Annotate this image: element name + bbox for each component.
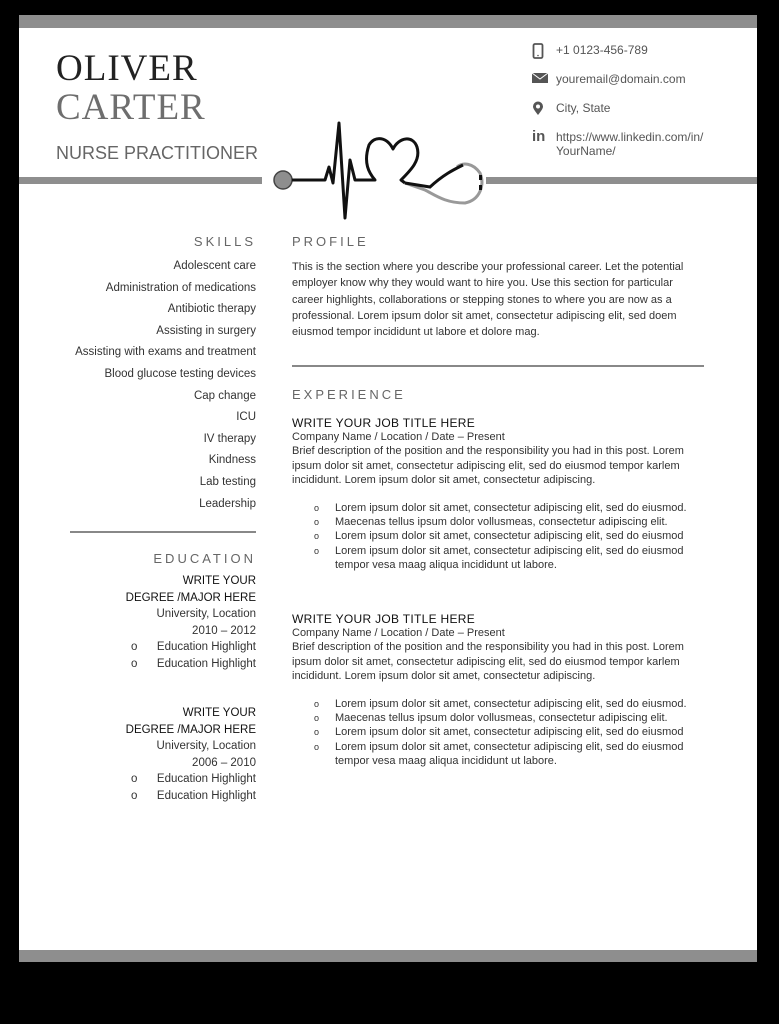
skills-list <box>59 256 256 515</box>
years: 2010 – 2012 <box>192 624 256 637</box>
job-company: Company Name / Location / Date – Present <box>292 627 505 640</box>
education-list <box>59 573 256 804</box>
job-description: Brief description of the position and the responsibility you had in this post. Lorem ipsum dolor sit amet, consectetur adipiscing elit, sed do eiusmod tempor karlem incididunt. Lorem ipsum dolor sit amet, consectetur adipiscing. <box>292 641 684 682</box>
header-divider-right <box>486 177 757 184</box>
bullet-icon: o <box>314 531 320 542</box>
highlight-text: Education Highlight <box>156 641 256 653</box>
skill-item: Leadership <box>199 497 256 510</box>
phone-text: +1 0123-456-789 <box>556 43 648 57</box>
bullet-text: Lorem ipsum dolor sit amet, consectetur adipiscing elit, sed do eiusmod <box>335 726 684 739</box>
skill-item: Cap change <box>193 389 256 402</box>
first-name: OLIVER <box>56 48 198 89</box>
skill-item: Administration of medications <box>105 281 256 294</box>
bullet-icon: o <box>314 699 320 710</box>
bullet-icon: o <box>314 727 320 738</box>
contact-location <box>530 101 750 130</box>
top-bar <box>19 15 757 28</box>
resume-page <box>19 15 757 962</box>
heartbeat-stethoscope-icon <box>265 115 490 220</box>
bullet-icon: o <box>314 545 320 556</box>
skills-section <box>59 234 256 515</box>
last-name: CARTER <box>56 87 206 128</box>
header-divider-left <box>19 177 262 184</box>
experience-heading: EXPERIENCE <box>292 387 406 402</box>
years: 2006 – 2010 <box>192 756 256 769</box>
skill-item: Assisting in surgery <box>156 324 256 337</box>
skill-item: Kindness <box>208 454 256 467</box>
bullet-text: Lorem ipsum dolor sit amet, consectetur adipiscing elit, sed do eiusmod tempor vesa maag aliqua incididunt ut labore. <box>335 544 684 571</box>
skills-divider <box>70 531 256 533</box>
degree-title-line1: WRITE YOUR <box>182 707 256 719</box>
bottom-bar <box>19 950 757 962</box>
skill-item: Adolescent care <box>173 260 256 272</box>
linkedin-link[interactable]: https://www.linkedin.com/in/ YourName/ <box>556 130 704 158</box>
university: University, Location <box>156 608 256 620</box>
bullet-icon: o <box>314 503 320 514</box>
linkedin-icon: in <box>532 128 546 145</box>
profile-section <box>292 234 704 340</box>
job-title: WRITE YOUR JOB TITLE HERE <box>292 612 476 627</box>
bullet-icon: o <box>131 657 138 670</box>
contact-linkedin <box>530 130 750 159</box>
location-pin-icon <box>530 101 556 116</box>
skill-item: Blood glucose testing devices <box>104 367 256 380</box>
envelope-icon <box>530 72 556 84</box>
skill-item: ICU <box>236 411 256 424</box>
bullet-text: Maecenas tellus ipsum dolor vollusmeas, consectetur adipiscing elit. <box>335 712 668 725</box>
job-bullet <box>314 529 704 543</box>
highlight-text: Education Highlight <box>156 789 256 802</box>
bullet-text: Lorem ipsum dolor sit amet, consectetur adipiscing elit, sed do eiusmod. <box>335 502 687 515</box>
contact-block <box>530 43 750 159</box>
bullet-text: Lorem ipsum dolor sit amet, consectetur adipiscing elit, sed do eiusmod tempor vesa maag aliqua incididunt ut labore. <box>335 740 684 767</box>
education-heading: EDUCATION <box>153 551 256 566</box>
bullet-text: Maecenas tellus ipsum dolor vollusmeas, consectetur adipiscing elit. <box>335 516 668 529</box>
bullet-icon: o <box>314 741 320 752</box>
job-description: Brief description of the position and the responsibility you had in this post. Lorem ipsum dolor sit amet, consectetur adipiscing elit, sed do eiusmod tempor karlem incididunt. Lorem ipsum dolor sit amet, consectetur adipiscing. <box>292 445 684 486</box>
skills-heading: SKILLS <box>193 234 256 249</box>
job-bullet <box>314 711 704 725</box>
education-highlight <box>59 656 256 673</box>
education-entry <box>59 573 256 672</box>
jobs-list <box>292 416 704 768</box>
university: University, Location <box>156 740 256 752</box>
education-section <box>59 551 256 804</box>
skill-item: Lab testing <box>199 475 256 488</box>
location-text: City, State <box>556 101 611 115</box>
job-bullets <box>292 697 704 768</box>
contact-phone <box>530 43 750 72</box>
degree-title-line2: DEGREE /MAJOR HERE <box>125 723 256 736</box>
degree-title-line1: WRITE YOUR <box>182 575 256 587</box>
education-highlight <box>59 639 256 656</box>
job-bullet <box>314 501 704 515</box>
highlight-text: Education Highlight <box>156 773 256 785</box>
spacer <box>59 672 256 705</box>
skill-item: Antibiotic therapy <box>167 303 256 316</box>
bullet-icon: o <box>131 641 138 653</box>
contact-email <box>530 72 750 101</box>
job-title: WRITE YOUR JOB TITLE HERE <box>292 416 476 430</box>
profile-heading: PROFILE <box>292 234 369 249</box>
bullet-text: Lorem ipsum dolor sit amet, consectetur adipiscing elit, sed do eiusmod <box>335 530 684 543</box>
skill-item: Assisting with exams and treatment <box>75 346 256 359</box>
job-bullet <box>314 697 704 711</box>
experience-section <box>292 387 704 768</box>
job-entry <box>292 612 704 768</box>
email-link[interactable]: youremail@domain.com <box>556 72 686 86</box>
job-bullet <box>314 544 704 572</box>
education-entry <box>59 672 256 804</box>
education-highlight <box>59 771 256 788</box>
bullet-icon: o <box>131 789 138 802</box>
highlight-text: Education Highlight <box>156 657 256 670</box>
profile-divider <box>292 365 704 367</box>
bullet-icon: o <box>131 773 138 785</box>
education-highlight <box>59 788 256 805</box>
profile-text: This is the section where you describe your professional career. Let the potential employer know why they would want to hire you. Use this section for particular career highlights, collaborations or stepping stones to where you are now as a professional. Lorem ipsum dolor sit amet, consectetur adipiscing elit, sed doem eiusmod tempor incididunt ut labore et dolore mag. <box>292 261 684 339</box>
phone-icon <box>530 43 556 59</box>
job-role: NURSE PRACTITIONER <box>56 143 259 163</box>
job-company: Company Name / Location / Date – Present <box>292 431 505 444</box>
job-bullet <box>314 740 704 768</box>
bullet-icon: o <box>314 517 320 528</box>
degree-title-line2: DEGREE /MAJOR HERE <box>125 591 256 604</box>
job-bullet <box>314 725 704 739</box>
bullet-icon: o <box>314 713 320 724</box>
skill-item: IV therapy <box>203 432 256 445</box>
job-bullet <box>314 515 704 529</box>
job-entry <box>292 416 704 572</box>
bullet-text: Lorem ipsum dolor sit amet, consectetur adipiscing elit, sed do eiusmod. <box>335 698 687 711</box>
job-bullets <box>292 501 704 572</box>
